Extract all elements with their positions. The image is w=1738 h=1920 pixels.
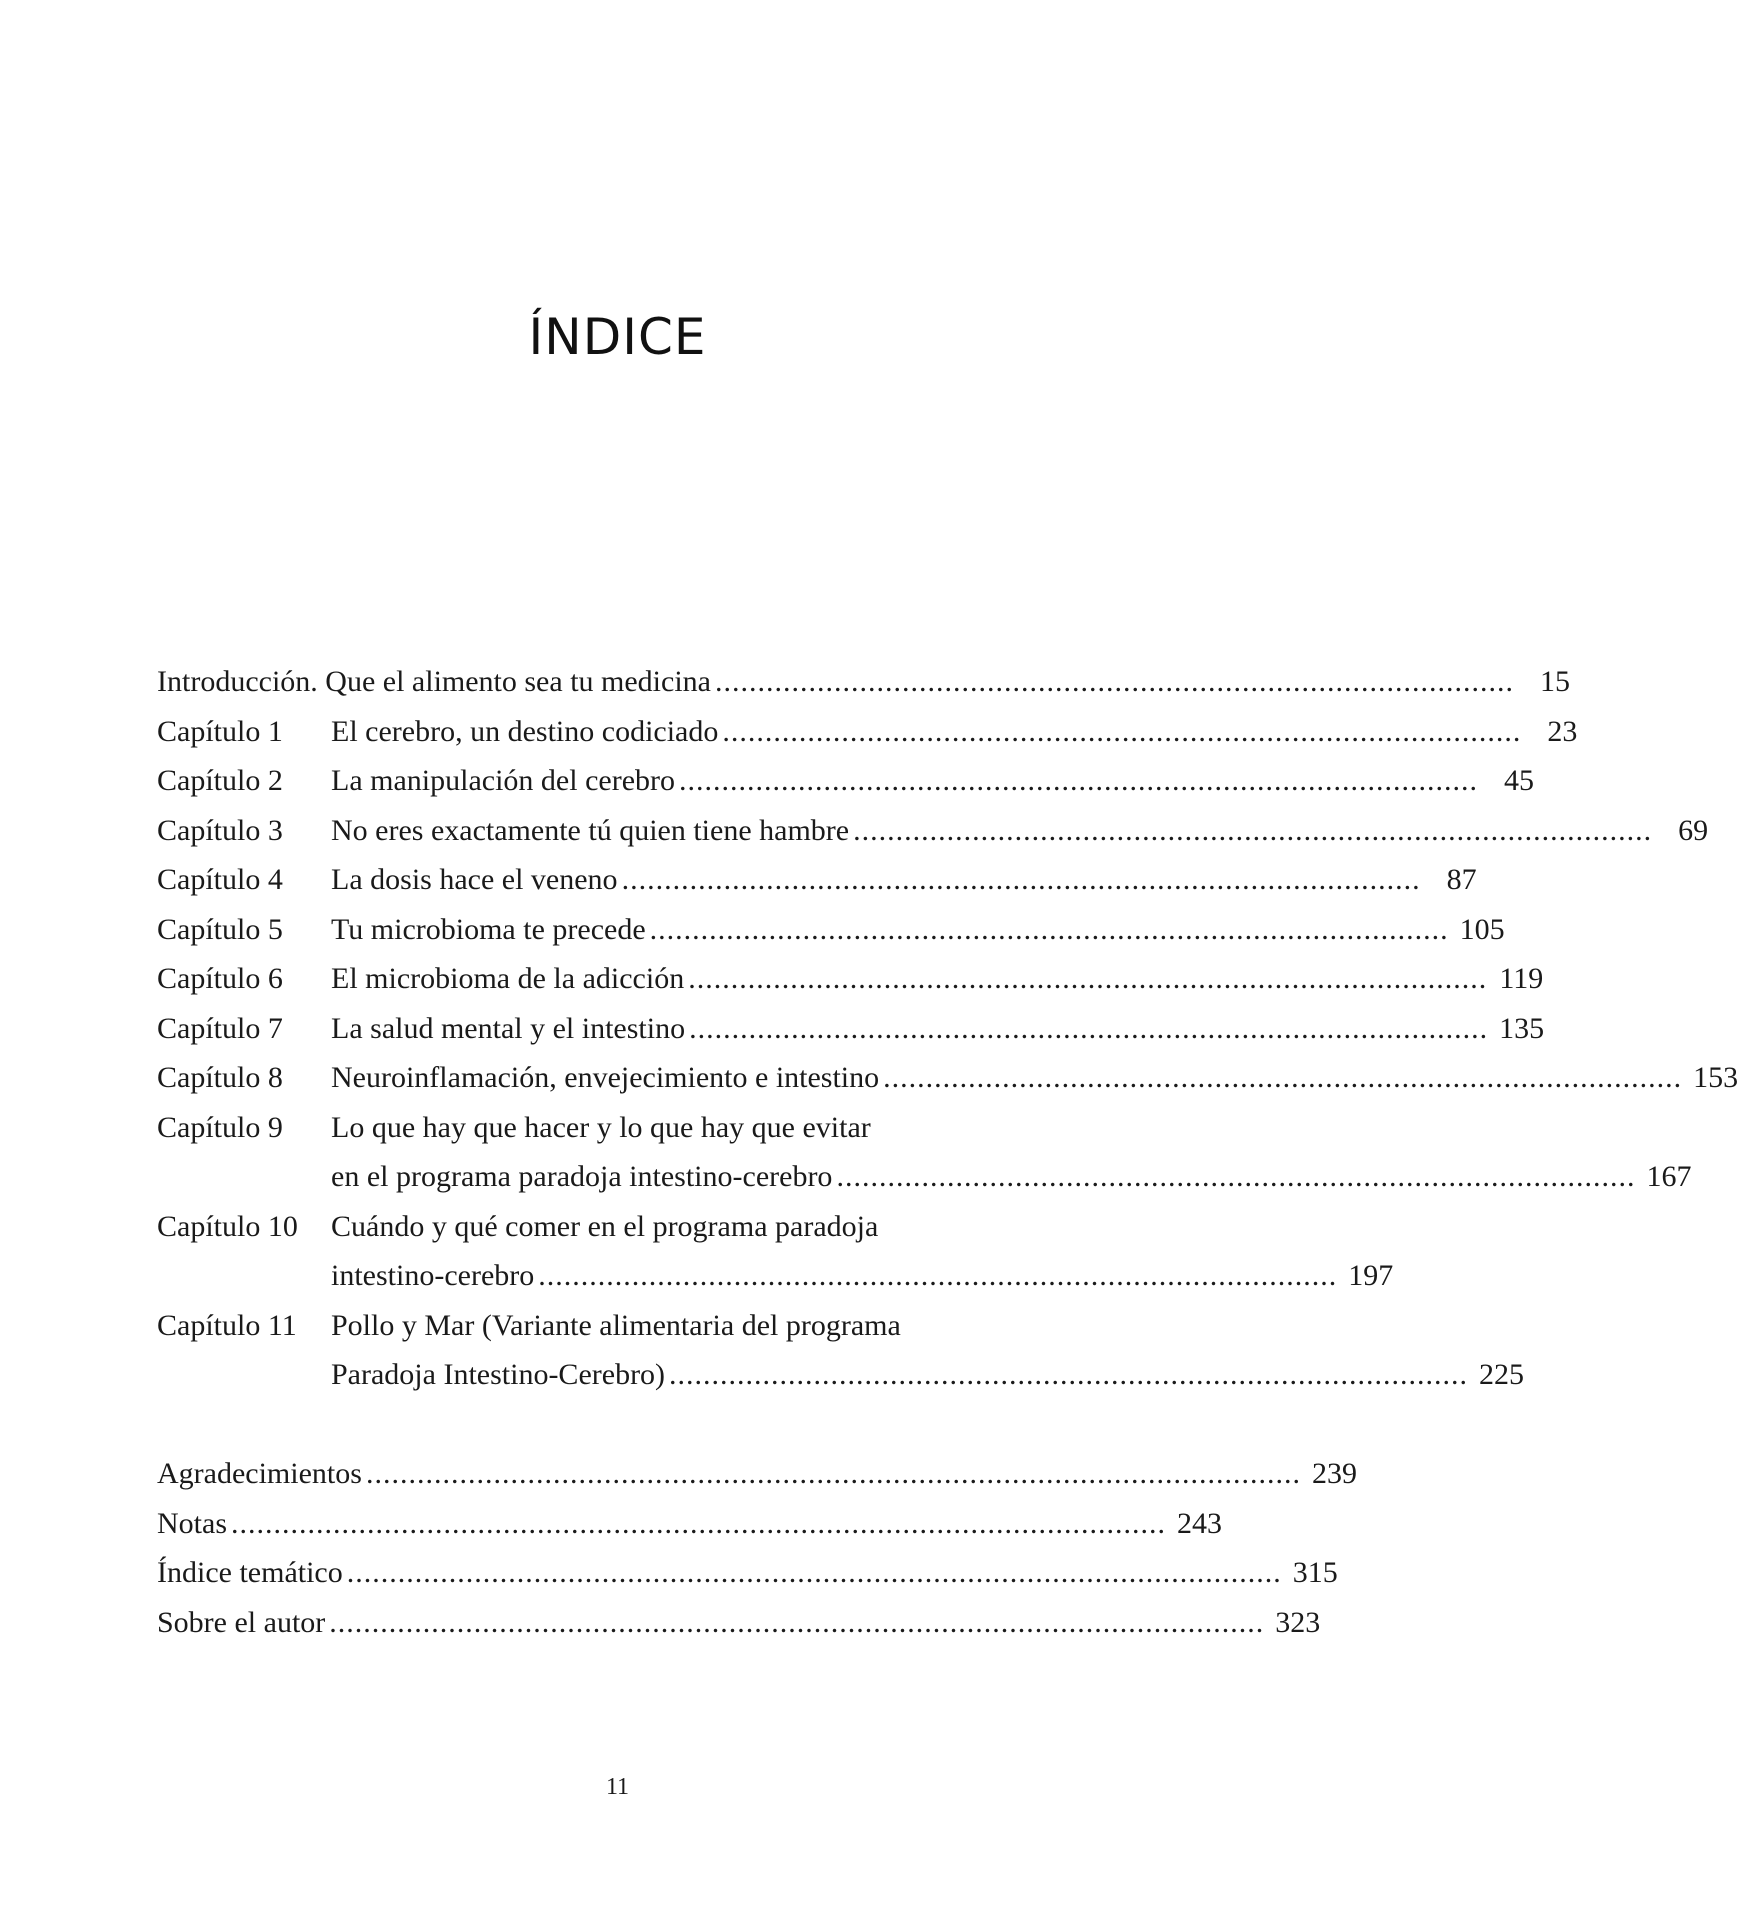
dot-leader: ..............................................................................................................: [346, 1556, 1282, 1589]
page-title: ÍNDICE: [528, 308, 707, 366]
toc-chapter-label: Capítulo 10: [157, 1209, 298, 1243]
dot-leader: ..............................................................................................: [883, 1061, 1683, 1094]
toc-entry-page: 105: [1459, 912, 1505, 946]
toc-chapter-label: Capítulo 1: [157, 714, 283, 748]
toc-entry-chapter-4: [157, 855, 1477, 905]
toc-entry-chapter-5: [157, 905, 1505, 955]
toc-chapter-label: Capítulo 5: [157, 912, 283, 946]
toc-entry-chapter-9-continued: [157, 1152, 1692, 1202]
toc-chapter-label: Capítulo 11: [157, 1308, 297, 1342]
toc-entry-notes: [157, 1499, 1222, 1549]
toc-entry-chapter-6: [157, 954, 1544, 1004]
toc-chapter-title: La manipulación del cerebro: [331, 764, 676, 797]
toc-backmatter-title: Agradecimientos: [157, 1457, 362, 1490]
toc-entry-page: 153: [1693, 1061, 1738, 1094]
dot-leader: ..............................................................................................: [714, 665, 1514, 698]
toc-chapter-label: Capítulo 8: [157, 1061, 283, 1094]
toc-chapter-title: No eres exactamente tú quien tiene hambre: [331, 813, 850, 847]
toc-entry-chapter-8: [157, 1053, 1738, 1103]
toc-chapter-title: Neuroinflamación, envejecimiento e intestino: [331, 1061, 880, 1094]
toc-chapter-title-line-1: Cuándo y qué comer en el programa paradoja: [331, 1209, 879, 1243]
toc-entry-chapter-11-continued: [157, 1350, 1525, 1400]
toc-chapter-title-line-2: intestino-cerebro: [331, 1259, 535, 1292]
dot-leader: ..............................................................................................................: [329, 1605, 1265, 1639]
toc-entry-page: 315: [1292, 1556, 1338, 1589]
dot-leader: ..............................................................................................: [621, 863, 1421, 896]
toc-chapter-label: Capítulo 7: [157, 1011, 283, 1045]
toc-entry-page: 167: [1646, 1160, 1692, 1193]
toc-chapter-title: La dosis hace el veneno: [331, 863, 618, 896]
toc-chapter-label: Capítulo 2: [157, 764, 283, 797]
toc-entry-chapter-11: [157, 1301, 1057, 1351]
toc-entry-chapter-10: [157, 1202, 1057, 1252]
toc-entry-acknowledgements: [157, 1449, 1357, 1499]
dot-leader: ..............................................................................................: [689, 1011, 1489, 1045]
toc-chapter-label: Capítulo 9: [157, 1110, 283, 1144]
toc-entry-chapter-10-continued: [157, 1251, 1394, 1301]
toc-entry-page: 119: [1499, 962, 1544, 995]
toc-chapter-title-line-2: en el programa paradoja intestino-cerebro: [331, 1160, 833, 1193]
toc-chapter-title: La salud mental y el intestino: [331, 1011, 686, 1045]
toc-chapter-label: Capítulo 6: [157, 962, 283, 995]
toc-backmatter-title: Notas: [157, 1506, 227, 1540]
dot-leader: ..............................................................................................................: [231, 1506, 1166, 1540]
toc-entry-chapter-7: [157, 1004, 1545, 1054]
dot-leader: ..............................................................................................: [722, 714, 1522, 748]
dot-leader: ..............................................................................................: [688, 962, 1488, 995]
dot-leader: ..............................................................................................: [679, 764, 1479, 797]
toc-entry-about-author: [157, 1598, 1321, 1648]
toc-entry-subject-index: [157, 1548, 1338, 1598]
toc-backmatter-title: Índice temático: [157, 1556, 343, 1589]
toc-chapter-title: El microbioma de la adicción: [331, 962, 685, 995]
toc-entry-chapter-1: [157, 707, 1578, 757]
dot-leader: ..............................................................................................: [669, 1358, 1469, 1391]
toc-entry-page: 239: [1311, 1457, 1357, 1490]
toc-entry-label: Introducción. Que el alimento sea tu medicina: [157, 665, 711, 698]
toc-chapter-label: Capítulo 4: [157, 863, 283, 896]
toc-chapter-title-line-2: Paradoja Intestino-Cerebro): [331, 1358, 666, 1391]
toc-chapter-title: Tu microbioma te precede: [331, 912, 646, 946]
toc-entry-page: 225: [1479, 1358, 1525, 1391]
toc-entry-page: 15: [1539, 665, 1570, 698]
page-number: 11: [605, 1774, 630, 1800]
toc-chapter-label: Capítulo 3: [157, 813, 283, 847]
dot-leader: ..............................................................................................: [853, 813, 1653, 847]
toc-entry-page: 69: [1678, 813, 1709, 847]
toc-entry-chapter-3: [157, 806, 1709, 856]
toc-entry-page: 45: [1504, 764, 1535, 797]
toc-backmatter-title: Sobre el autor: [157, 1605, 326, 1639]
toc-chapter-title-line-1: Pollo y Mar (Variante alimentaria del programa: [331, 1308, 901, 1342]
dot-leader: ..............................................................................................................: [365, 1457, 1301, 1490]
toc-entry-page: 323: [1275, 1605, 1321, 1639]
dot-leader: ..............................................................................................: [836, 1160, 1636, 1193]
toc-chapter-title: El cerebro, un destino codiciado: [331, 714, 719, 748]
toc-entry-page: 23: [1547, 714, 1578, 748]
table-of-contents: [157, 657, 1738, 1647]
toc-chapter-title-line-1: Lo que hay que hacer y lo que hay que evitar: [331, 1110, 871, 1144]
toc-entry-page: 135: [1499, 1011, 1545, 1045]
toc-entry-page: 87: [1446, 863, 1477, 896]
dot-leader: ..............................................................................................: [538, 1259, 1338, 1292]
toc-entry-page: 243: [1177, 1506, 1222, 1540]
dot-leader: ..............................................................................................: [649, 912, 1449, 946]
toc-entry-chapter-2: [157, 756, 1535, 806]
toc-entry-chapter-9: [157, 1103, 1057, 1153]
toc-entry-introduction: [157, 657, 1570, 707]
toc-entry-page: 197: [1348, 1259, 1394, 1292]
